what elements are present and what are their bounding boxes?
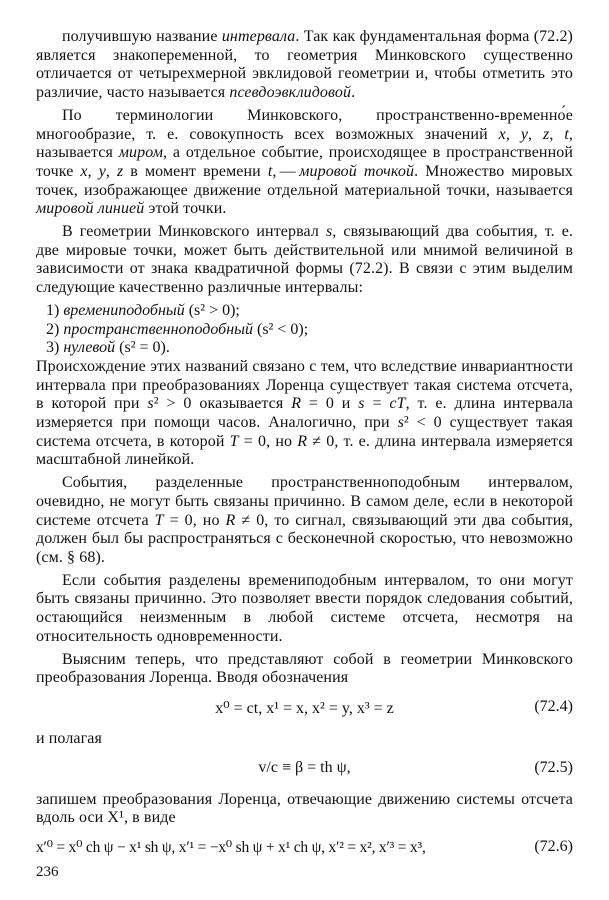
italic-term: s (147, 395, 154, 413)
italic-term: x (498, 125, 506, 143)
list-number: 1) (46, 301, 60, 319)
text-run: Если события разделены времениподобным интервалом, то они могут быть связаны причинно. Это позволяет ввести порядок следования событий, остающийся неизменным в любой системе отсчета, несмотря на относительность одновременности. (36, 571, 573, 645)
italic-term: мировой точкой (299, 162, 415, 180)
italic-term: R (291, 395, 302, 413)
text-run: = 0, но (163, 511, 226, 529)
equation-formula: x⁰ = ct, x¹ = x, x² = y, x³ = z (215, 699, 394, 717)
document-page (36, 28, 573, 870)
paragraph (36, 358, 573, 470)
interval-condition: (s² = 0). (119, 339, 170, 357)
text-run: , (505, 125, 521, 143)
equation-72-4 (36, 694, 573, 722)
italic-term: R (297, 432, 308, 450)
text-run: этой точки. (144, 200, 227, 218)
list-number: 3) (46, 339, 60, 357)
text-run: , (528, 125, 544, 143)
page-number: 236 (36, 864, 59, 880)
text-run: = 0 и (301, 395, 359, 413)
paragraphs-middle (36, 358, 573, 688)
text-run: , а отдельное событие, происходящее в пространственной точке (36, 144, 573, 180)
text-between: и полагая (36, 729, 102, 747)
list-item (46, 321, 573, 340)
text-run: В геометрии Минковского интервал (62, 223, 326, 241)
italic-term: T (154, 511, 164, 529)
italic-term: s (358, 395, 365, 413)
equation-formula: x′⁰ = x⁰ ch ψ − x¹ sh ψ, x′¹ = −x⁰ sh ψ + x¹ ch ψ, x′² = x², x′³ = x³, (36, 839, 426, 857)
italic-term: t (267, 162, 273, 180)
text-run: = (364, 395, 390, 413)
italic-term: R (225, 511, 236, 529)
italic-term: z (543, 125, 550, 143)
italic-term: T (229, 432, 239, 450)
italic-term: y (98, 162, 106, 180)
text-run: Выясним теперь, что представляют собой в геометрии Минковского преобразования Лоренца. Вводя обозначения (36, 650, 573, 687)
paragraph (36, 474, 573, 568)
text-run: , (105, 162, 117, 180)
interval-condition: (s² < 0); (257, 320, 309, 338)
italic-term: cT (389, 395, 406, 413)
italic-term: z (116, 162, 124, 180)
text-run: ≠ 0, то сигнал, связывающий эти два события, должен был бы распространяться с бесконечной скоростью, что невозможно (см. § 68). (36, 511, 573, 566)
italic-term: y (520, 125, 529, 143)
text-run: По терминологии Минковского, пространственно-временно́е многообразие, т. е. совокупность всех возможных значений (36, 106, 573, 143)
text-run: . Множество мировых точек, изображающее движение отдельной материальной точки, называется (36, 162, 574, 199)
italic-term: мировой линией (36, 200, 145, 218)
text-run: . Так как фундаментальная форма (72.2) является знакопеременной, то геометрия Минковского существенно отличается от четырехмерной эвклидовой геометрии и, чтобы отметить это различие, часто называется (36, 28, 573, 102)
text-run: ≠ 0, т. е. длина интервала измеряется масштабной линейкой. (36, 432, 573, 469)
list-item (46, 339, 573, 358)
interval-type-name: пространственноподобный (63, 320, 253, 338)
paragraphs-top (36, 28, 573, 298)
italic-term: интервала (221, 28, 296, 45)
interval-condition: (s² > 0); (188, 301, 240, 319)
italic-term: миром (118, 144, 164, 162)
equation-formula: v/c ≡ β = th ψ, (258, 758, 351, 776)
text-run: . (351, 84, 356, 102)
italic-term: t (564, 125, 569, 143)
interval-type-name: времениподобный (63, 301, 185, 319)
italic-term: псевдоэвклидовой (229, 84, 352, 102)
paragraph (36, 651, 573, 688)
text-run: ² > 0 оказывается (153, 395, 292, 413)
italic-term: x (80, 162, 88, 180)
interval-type-name: нулевой (63, 339, 116, 357)
list-item (46, 302, 573, 321)
paragraph (36, 28, 573, 103)
text-after: запишем преобразования Лоренца, отвечающие движению системы отсчета вдоль оси X¹, в виде (36, 790, 573, 827)
text-run: , т. е. длина интервала измеряется при помощи часов. Аналогично, при (36, 395, 573, 432)
list-number: 2) (46, 320, 60, 338)
italic-term: s (397, 414, 404, 432)
italic-term: s (325, 223, 333, 241)
equation-72-5 (36, 755, 573, 783)
text-run: получившую название (62, 28, 222, 45)
interval-types-list (36, 302, 573, 358)
text-run: , (549, 125, 565, 143)
equation-72-6 (36, 834, 573, 862)
text-run: в момент времени (123, 162, 268, 180)
text-run: = 0, но (238, 432, 298, 450)
text-run: События, разделенные пространственноподобным интервалом, очевидно, не могут быть связаны причинно. В самом деле, если в некоторой системе отсчета (36, 474, 573, 529)
equation-number: (72.6) (534, 838, 573, 856)
paragraph (36, 223, 573, 298)
equation-number: (72.4) (534, 697, 573, 715)
text-run: , — (272, 162, 300, 180)
text-run: , (87, 162, 99, 180)
text-run: Происхождение этих названий связано с тем, что вследствие инвариантности интервала при преобразованиях Лоренца существует такая система отсчета, в которой при (36, 357, 573, 413)
text-run: ² < 0 существует такая система отсчета, в которой (36, 414, 573, 450)
equation-number: (72.5) (534, 758, 573, 776)
text-run: , связывающий два события, т. е. две мировые точки, может быть действительной или мнимой величиной в зависимости от знака квадратичной формы (72.2). В связи с этим выделим следующие качественно различные интервалы: (36, 223, 573, 297)
paragraph (36, 572, 573, 647)
text-run: , называется (36, 125, 574, 162)
paragraph (36, 107, 573, 219)
